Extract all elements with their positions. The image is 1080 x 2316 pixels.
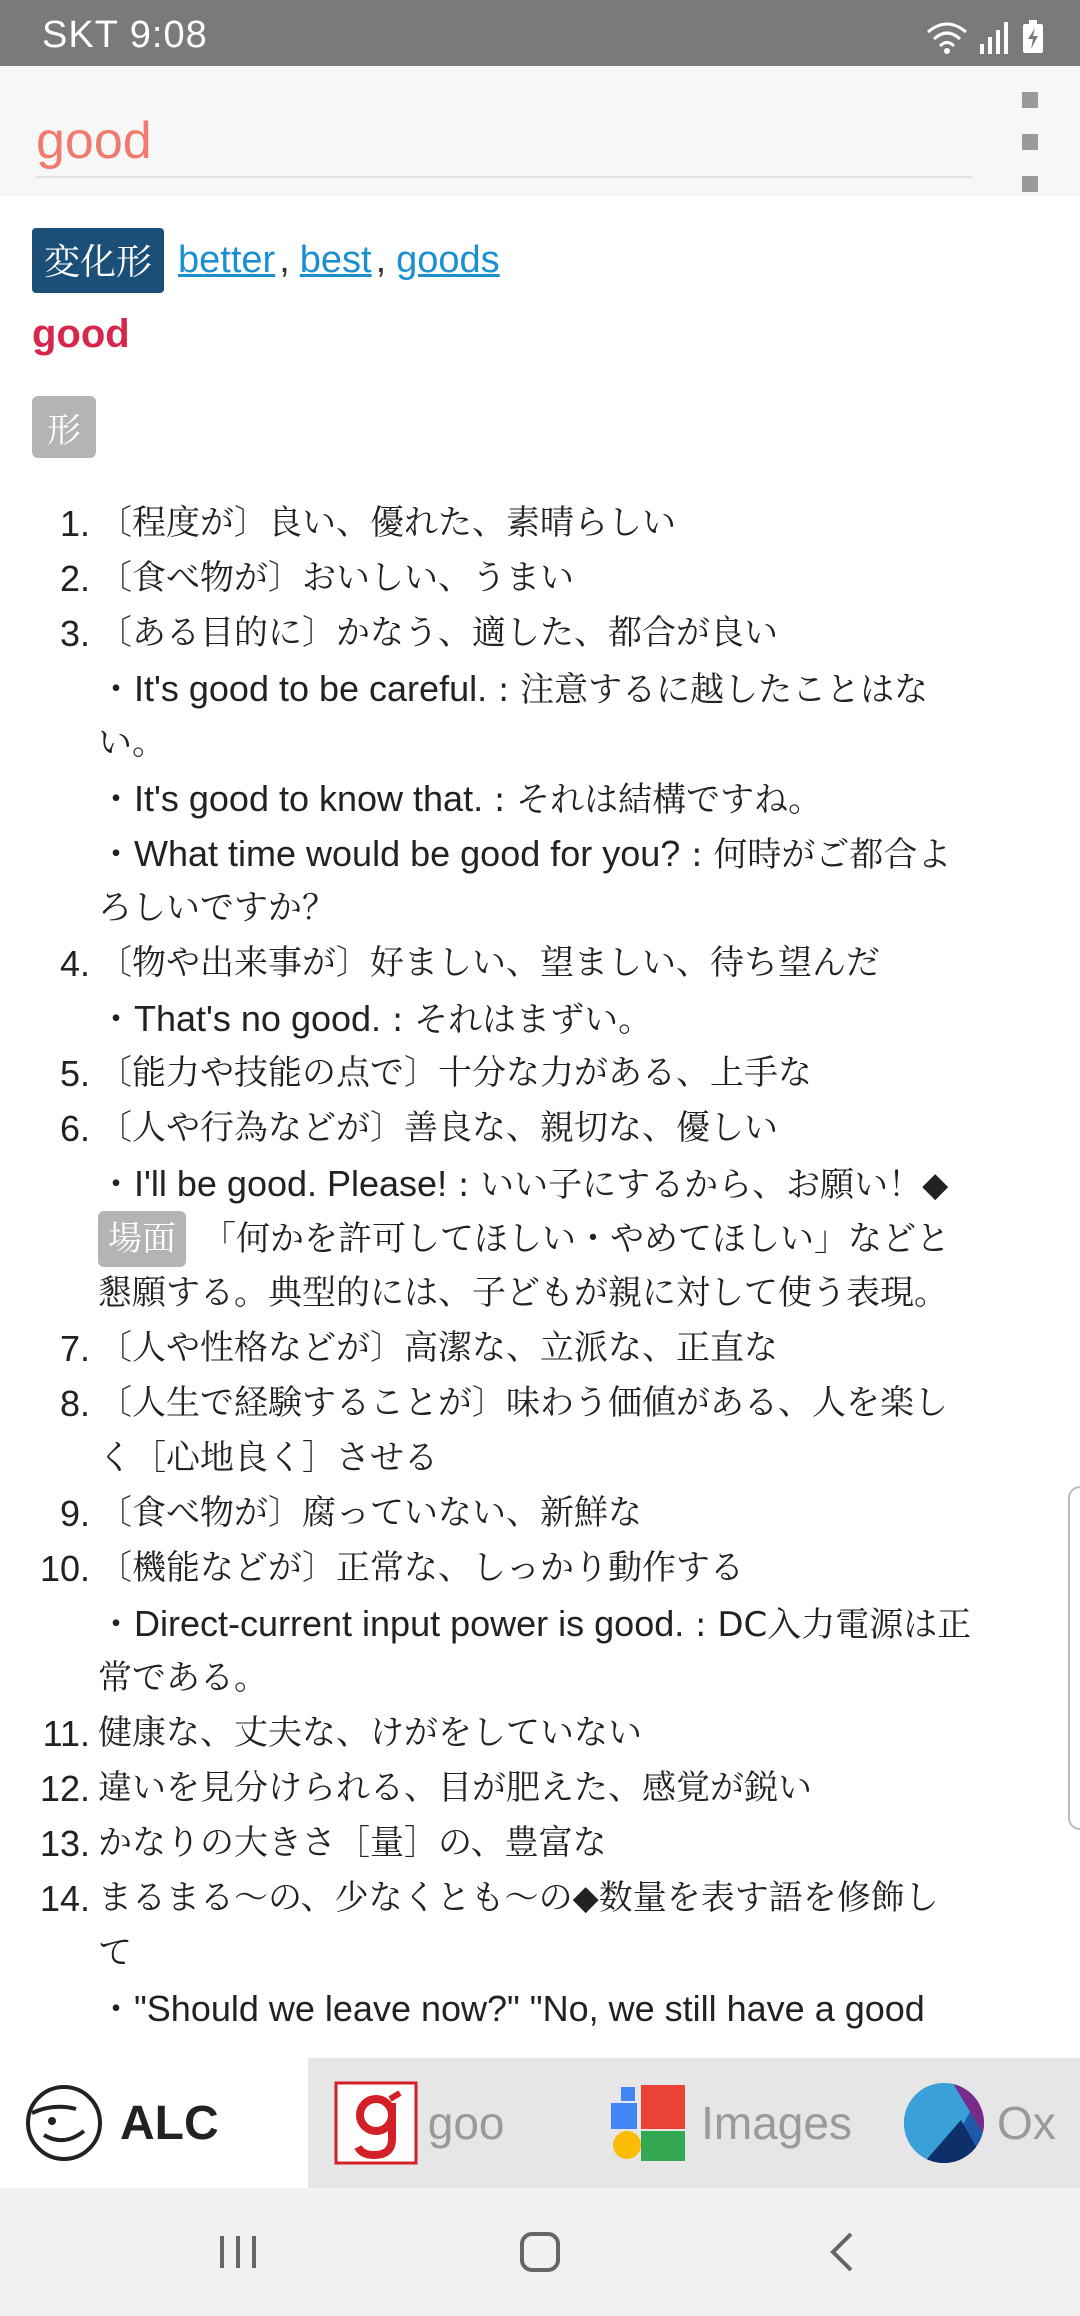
- definition-number: 7.: [59, 1328, 90, 1369]
- definition-number: 8.: [59, 1383, 90, 1424]
- dictionary-content[interactable]: [0, 196, 1080, 2058]
- definition-text: 違いを見分けられる、目が肥えた、感覚が鋭い: [98, 1768, 812, 1808]
- inflection-link-better[interactable]: better: [178, 239, 276, 281]
- continuation-line: [0, 1926, 1080, 1981]
- continuation-line: [0, 1431, 1080, 1486]
- definition-number: 12.: [39, 1768, 90, 1809]
- definition-text: 〔物や出来事が〕好ましい、望ましい、待ち望んだ: [98, 943, 880, 983]
- definition-item: [0, 1101, 1080, 1156]
- definition-number: 5.: [59, 1053, 90, 1094]
- definition-text: 〔人や行為などが〕善良な、親切な、優しい: [98, 1108, 778, 1148]
- dictionary-tabs: [0, 2058, 1080, 2188]
- definition-number: 11.: [42, 1713, 90, 1754]
- oxford-logo-icon: [901, 2080, 987, 2166]
- alc-logo-icon: [24, 2083, 104, 2163]
- status-icons: [926, 18, 1044, 54]
- definition-text: かなりの大きさ［量］の、豊富な: [98, 1823, 607, 1863]
- definition-item: [0, 606, 1080, 661]
- example-english: ・"Should we leave now?" "No, we still have a good: [98, 1988, 925, 2029]
- definition-item: [0, 1046, 1080, 1101]
- continuation-text: 「何かを許可してほしい・やめてほしい」などと: [202, 1219, 950, 1259]
- example-translation: : いい子にするから、お願い！◆: [447, 1165, 949, 1205]
- battery-charging-icon: [1022, 20, 1044, 54]
- example-english: ・It's good to be careful.: [98, 668, 488, 709]
- home-icon[interactable]: [500, 2222, 580, 2282]
- example-sentence: [0, 771, 1080, 826]
- definition-text: 〔能力や技能の点で〕十分な力がある、上手な: [98, 1053, 812, 1093]
- overflow-menu-icon[interactable]: [1012, 92, 1048, 192]
- tab-images[interactable]: [585, 2058, 889, 2188]
- tab-label: Ox: [996, 2097, 1056, 2149]
- separator: ,: [279, 239, 290, 281]
- definition-item: [0, 496, 1080, 551]
- headword: good: [32, 312, 130, 356]
- definition-text: 〔食べ物が〕腐っていない、新鮮な: [98, 1493, 642, 1533]
- search-input[interactable]: [36, 106, 972, 178]
- definition-text: 〔程度が〕良い、優れた、素晴らしい: [98, 503, 676, 543]
- example-sentence: [0, 1981, 1080, 2036]
- tab-oxford[interactable]: [889, 2058, 1080, 2188]
- tab-alc[interactable]: [0, 2058, 308, 2188]
- definition-number: 3.: [59, 613, 90, 654]
- continuation-text: ろしいですか？: [98, 888, 336, 928]
- inflection-link-best[interactable]: best: [299, 239, 372, 281]
- status-clock: SKT 9:08: [42, 14, 208, 56]
- definition-number: 6.: [59, 1108, 90, 1149]
- definition-text: まるまる〜の、少なくとも〜の◆数量を表す語を修飾し: [98, 1878, 939, 1918]
- definition-number: 1.: [59, 503, 90, 544]
- continuation-text: く［心地良く］させる: [98, 1438, 438, 1478]
- example-sentence: [0, 826, 1080, 881]
- definition-text: 健康な、丈夫な、けがをしていない: [98, 1713, 642, 1753]
- definition-item: [0, 1541, 1080, 1596]
- example-translation: : 何時がご都合よ: [680, 835, 952, 875]
- continuation-text: い。: [98, 723, 166, 763]
- scroll-handle[interactable]: [1068, 1486, 1080, 1830]
- search-header: [0, 66, 1080, 196]
- continuation-line: [0, 1651, 1080, 1706]
- tab-goo[interactable]: [308, 2058, 585, 2188]
- tab-label: ALC: [120, 2096, 219, 2150]
- definition-item: [0, 1321, 1080, 1376]
- goo-logo-icon: [334, 2081, 418, 2165]
- definition-text: 〔食べ物が〕おいしい、うまい: [98, 558, 574, 598]
- example-english: ・That's no good.: [98, 998, 382, 1039]
- usage-scene-tag: 場面: [98, 1211, 186, 1267]
- continuation-text: 懇願する。典型的には、子どもが親に対して使う表現。: [98, 1273, 948, 1313]
- definition-item: [0, 1761, 1080, 1816]
- continuation-line: [0, 1211, 1080, 1266]
- example-translation: : それはまずい。: [381, 1000, 653, 1040]
- definition-number: 13.: [39, 1823, 90, 1864]
- separator: ,: [375, 239, 387, 281]
- part-of-speech-tag: 形: [32, 396, 96, 458]
- signal-icon: [978, 20, 1012, 54]
- continuation-line: [0, 1266, 1080, 1321]
- definition-item: [0, 1816, 1080, 1871]
- example-sentence: [0, 661, 1080, 716]
- tab-label: Images: [701, 2097, 852, 2149]
- definition-item: [0, 1376, 1080, 1431]
- example-english: ・What time would be good for you?: [98, 833, 681, 874]
- example-english: ・I'll be good. Please!: [98, 1163, 448, 1204]
- example-translation: : DC入力電源は正: [684, 1605, 972, 1645]
- definition-item: [0, 551, 1080, 606]
- definition-item: [0, 1706, 1080, 1761]
- recent-apps-icon[interactable]: [198, 2222, 278, 2282]
- definition-number: 9.: [59, 1493, 90, 1534]
- continuation-text: て: [98, 1933, 132, 1973]
- example-translation: : それは結構ですね。: [483, 780, 823, 820]
- definition-number: 14.: [39, 1878, 90, 1919]
- images-logo-icon: [607, 2081, 691, 2165]
- definition-number: 2.: [59, 558, 90, 599]
- example-sentence: [0, 1156, 1080, 1211]
- status-bar: [0, 0, 1080, 66]
- example-sentence: [0, 991, 1080, 1046]
- wifi-icon: [926, 20, 968, 54]
- example-sentence: [0, 1596, 1080, 1651]
- definition-item: [0, 1486, 1080, 1541]
- inflection-link-goods[interactable]: goods: [396, 239, 500, 281]
- system-nav-bar: [0, 2188, 1080, 2316]
- example-translation: : 注意するに越したことはな: [487, 670, 929, 710]
- inflection-tag: 変化形: [32, 228, 164, 293]
- definition-number: 10.: [39, 1548, 90, 1589]
- definition-number: 4.: [59, 943, 90, 984]
- definition-item: [0, 936, 1080, 991]
- continuation-line: [0, 716, 1080, 771]
- definition-text: 〔人や性格などが〕高潔な、立派な、正直な: [98, 1328, 778, 1368]
- example-english: ・It's good to know that.: [98, 778, 484, 819]
- tab-label: goo: [427, 2097, 505, 2149]
- inflections-row: [32, 228, 500, 293]
- definition-text: 〔機能などが〕正常な、しっかり動作する: [98, 1548, 744, 1588]
- continuation-text: 常である。: [98, 1658, 268, 1698]
- continuation-line: [0, 881, 1080, 936]
- definition-text: 〔ある目的に〕かなう、適した、都合が良い: [98, 613, 778, 653]
- definition-text: 〔人生で経験することが〕味わう価値がある、人を楽し: [98, 1383, 948, 1423]
- back-icon[interactable]: [802, 2222, 882, 2282]
- example-english: ・Direct-current input power is good.: [98, 1603, 685, 1644]
- definition-item: [0, 1871, 1080, 1926]
